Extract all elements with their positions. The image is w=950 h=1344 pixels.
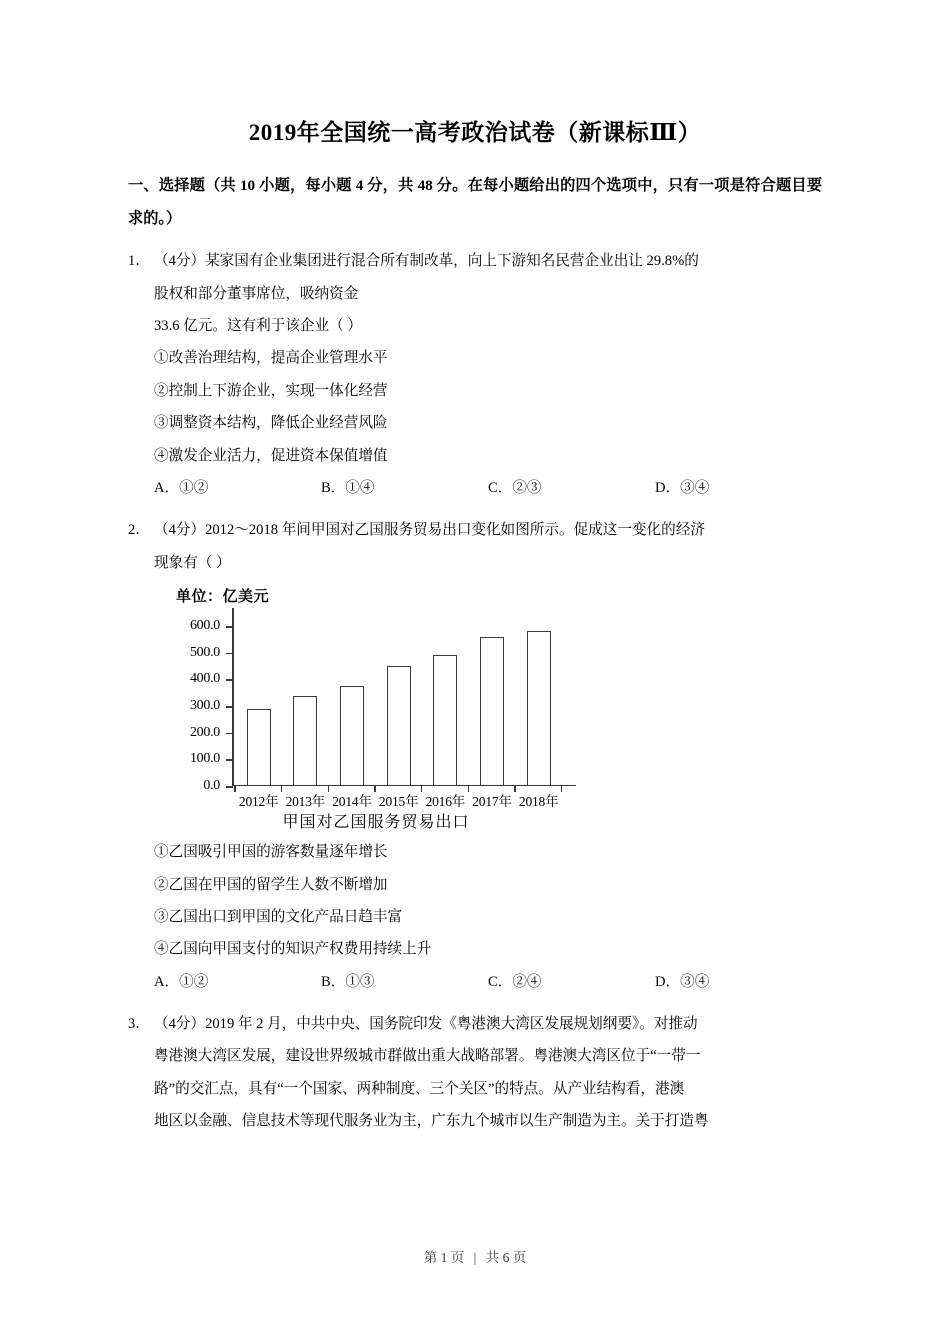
chart-bar — [293, 696, 317, 785]
chart-y-tick-label: 300.0 — [189, 698, 220, 714]
question-3-line-2: 粤港澳大湾区发展，建设世界级城市群做出重大战略部署。粤港澳大湾区位于“一带一 — [154, 1048, 701, 1065]
question-1-statement-4: ④激发企业活力，促进资本保值增值 — [154, 447, 388, 464]
chart-y-tick-mark — [226, 759, 233, 760]
question-2 — [128, 514, 822, 998]
chart-y-tick-label: 100.0 — [189, 751, 220, 767]
question-2-statement-4: ④乙国向甲国支付的知识产权费用持续上升 — [154, 941, 432, 958]
question-1-statement-3: ③调整资本结构，降低企业经营风险 — [154, 415, 388, 432]
question-2-options — [154, 966, 822, 998]
chart-bar — [480, 637, 504, 784]
chart-x-tick-label: 2013年 — [285, 794, 326, 810]
chart-y-tick-mark — [226, 733, 233, 734]
page-title: 2019年全国统一高考政治试卷（新课标Ⅲ） — [248, 120, 702, 145]
question-3-number: 3． — [128, 1016, 150, 1033]
question-1 — [128, 245, 822, 504]
chart-x-tick-label: 2017年 — [472, 794, 512, 810]
question-1-options — [154, 472, 822, 504]
question-1-number: 1． — [128, 253, 150, 270]
chart-bars — [233, 625, 576, 785]
question-1-option-b[interactable]: B．①④ — [321, 479, 375, 496]
question-3-body — [154, 1008, 822, 1138]
question-2-statement-3: ③乙国出口到甲国的文化产品日趋丰富 — [154, 908, 403, 925]
question-1-option-d[interactable]: D．③④ — [655, 479, 710, 496]
chart-y-tick-label: 200.0 — [189, 724, 220, 740]
question-2-option-b[interactable]: B．①③ — [321, 973, 375, 990]
chart-y-tick-label: 0.0 — [203, 778, 220, 794]
chart-unit-label: 单位：亿美元 — [176, 588, 270, 606]
question-2-line-1: （4分）2012～2018 年间甲国对乙国服务贸易出口变化如图所示。促成这一变化的经济 — [154, 522, 705, 539]
chart-y-tick-label: 400.0 — [189, 671, 220, 687]
question-1-line-2: 股权和部分董事席位，吸纳资金 — [154, 285, 359, 302]
question-1-line-3: 33.6 亿元。这有利于该企业（ ） — [154, 318, 362, 335]
chart-plot-area — [176, 608, 576, 794]
footer-page-number: 第 1 页 — [423, 1250, 465, 1265]
chart-y-tick-mark — [226, 706, 233, 707]
chart-x-tick-label: 2014年 — [332, 794, 372, 810]
question-2-statement-2: ②乙国在甲国的留学生人数不断增加 — [154, 876, 388, 893]
question-1-option-c[interactable]: C．②③ — [488, 479, 542, 496]
question-2-body — [154, 514, 822, 998]
page-footer — [0, 1246, 950, 1266]
chart-x-tick-label: 2015年 — [378, 794, 419, 810]
chart-y-tick-label: 500.0 — [189, 644, 220, 660]
chart-x-axis-labels — [232, 786, 576, 808]
question-1-line-1: （4分）某家国有企业集团进行混合所有制改革，向上下游知名民营企业出让 29.8%的 — [154, 253, 699, 270]
question-2-number: 2． — [128, 522, 150, 539]
question-3-line-1: （4分）2019 年 2 月，中共中央、国务院印发《粤港澳大湾区发展规划纲要》。对推动 — [154, 1016, 698, 1033]
question-2-option-c[interactable]: C．②④ — [488, 973, 542, 990]
question-3-line-4: 地区以金融、信息技术等现代服务业为主，广东九个城市以生产制造为主。关于打造粤 — [154, 1113, 709, 1130]
question-2-statement-1: ①乙国吸引甲国的游客数量逐年增长 — [154, 844, 388, 861]
chart-bar — [527, 631, 551, 784]
chart-bar — [387, 666, 411, 784]
chart-y-tick-label: 600.0 — [189, 618, 220, 634]
footer-total-pages: 共 6 页 — [485, 1250, 527, 1265]
chart-bar — [247, 709, 271, 784]
question-3-line-3: 路”的交汇点，具有“一个国家、两种制度、三个关区”的特点。从产业结构看，港澳 — [154, 1080, 685, 1097]
footer-separator: | — [473, 1250, 477, 1265]
chart-bar — [433, 655, 457, 784]
chart-x-tick-label: 2018年 — [518, 794, 559, 810]
chart-y-axis-labels — [176, 608, 226, 794]
service-trade-export-chart — [176, 585, 596, 832]
chart-y-tick-mark — [226, 679, 233, 680]
question-1-statement-2: ②控制上下游企业，实现一体化经营 — [154, 382, 388, 399]
chart-caption: 甲国对乙国服务贸易出口 — [282, 814, 470, 832]
question-1-option-a[interactable]: A．①② — [154, 479, 209, 496]
chart-y-tick-mark — [226, 653, 233, 654]
chart-x-tick-label: 2016年 — [425, 794, 466, 810]
question-1-statement-1: ①改善治理结构，提高企业管理水平 — [154, 350, 388, 367]
question-2-option-d[interactable]: D．③④ — [655, 973, 710, 990]
question-1-body — [154, 245, 822, 504]
chart-y-tick-mark — [226, 626, 233, 627]
question-2-option-a[interactable]: A．①② — [154, 973, 209, 990]
chart-bar — [340, 686, 364, 785]
section-heading: 一、选择题（共 10 小题，每小题 4 分，共 48 分。在每小题给出的四个选项中，只有一项是符合题目要求的。） — [128, 176, 822, 227]
chart-x-tick-label: 2012年 — [238, 794, 279, 810]
question-2-line-2: 现象有（ ） — [154, 554, 231, 571]
question-3 — [128, 1008, 822, 1138]
